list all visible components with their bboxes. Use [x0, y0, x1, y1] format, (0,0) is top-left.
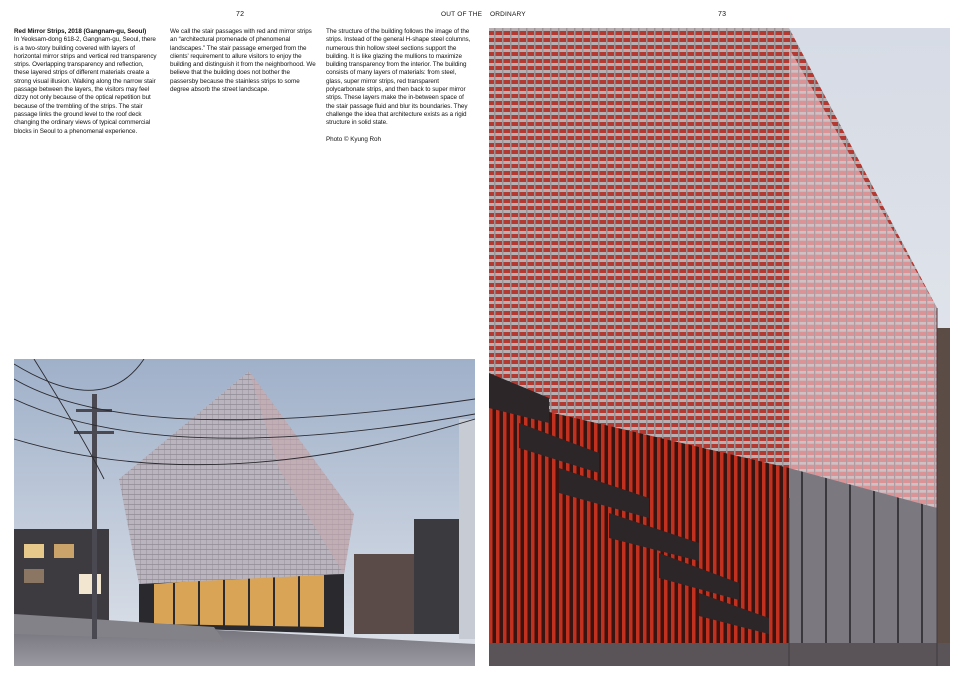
- photo-building-exterior: [14, 359, 475, 666]
- text-column-1: [14, 28, 160, 136]
- photo-credit: Photo © Kyung Roh: [326, 135, 381, 143]
- text-column-2: [170, 28, 316, 94]
- body-paragraph: We call the stair passages with red and mirror strips an “architectural promenade of phenomenal landscapes.” The stair passage emerged from the clients' requirement to allure visitors to enjoy the building and distinguish it from the neighborhood. We believe that the building does not bother the passersby because the stainless strips to some degree absorb the street landscape.: [170, 28, 316, 94]
- folio-left: 72: [236, 11, 245, 18]
- body-paragraph: In Yeoksam-dong 618-2, Gangnam-gu, Seoul, there is a two-story building covered with layers of horizontal mirror strips and vertical red transparency strips. Overlapping transparency and reflection, these layered strips of different materials create a strong visual illusion. Walking along the narrow stair passage between the layers, the visitors may feel dizzy not only because of the optical repetition but because of the trembling of the strips. The stair passage links the ground level to the roof deck changing the ordinary views of typical commercial blocks in Seoul to a phenomenal experience.: [14, 36, 157, 135]
- article-title: Red Mirror Strips, 2018 (Gangnam-gu, Seoul): [14, 28, 147, 35]
- body-paragraph: The structure of the building follows the image of the strips. Instead of the general H-shape steel columns, numerous thin hollow steel sections support the building. It is like glazing the mullions to maximize building transparency from the interior. The building consists of many layers of materials: from steel, glass, super mirror strips, red transparent polycarbonate strips, and then back to super mirror strips. These layers make the in-between space of the stair passage fluid and blur its boundaries. They challenge the idea that architecture exists as a rigid structure in solid state.: [326, 28, 471, 127]
- building-exterior-image: [14, 359, 475, 666]
- running-head-right: ORDINARY: [490, 11, 526, 18]
- photo-strip-facade: [489, 28, 950, 666]
- folio-right: 73: [718, 11, 727, 18]
- text-column-3: [326, 28, 472, 144]
- strip-facade-image: [489, 28, 950, 666]
- running-head-left: OUT OF THE: [441, 11, 483, 18]
